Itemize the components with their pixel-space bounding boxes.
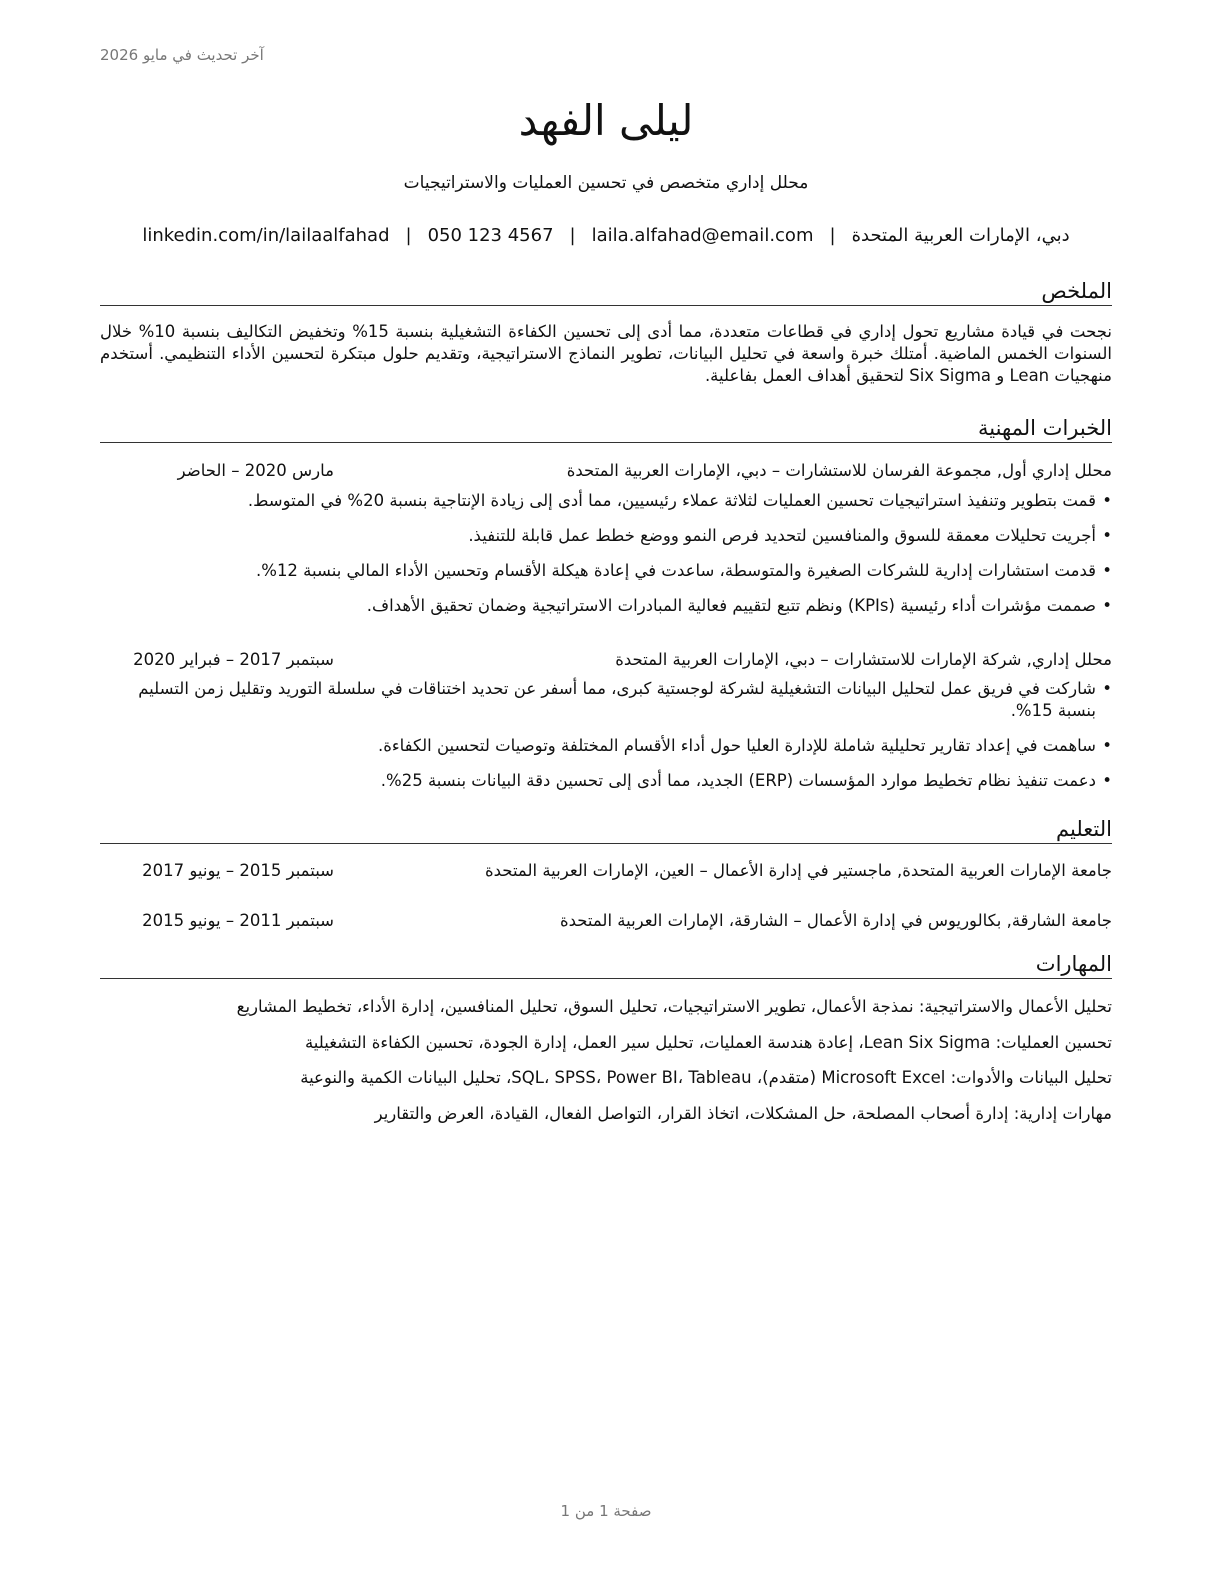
education-title: التعليم xyxy=(100,816,1112,844)
job-2-role: محلل إداري, شركة الإمارات للاستشارات – دبي، الإمارات العربية المتحدة xyxy=(615,650,1112,669)
list-item: • قمت بتطوير وتنفيذ استراتيجيات تحسين العمليات لثلاثة عملاء رئيسيين، مما أدى إلى زيادة الإنتاجية بنسبة 20% في المتوسط. xyxy=(100,490,1112,512)
list-item: • أجريت تحليلات معمقة للسوق والمنافسين لتحديد فرص النمو ووضع خطط عمل قابلة للتنفيذ. xyxy=(100,525,1112,547)
list-item: • قدمت استشارات إدارية للشركات الصغيرة والمتوسطة، ساعدت في إعادة هيكلة الأقسام وتحسين الأداء المالي بنسبة 12%. xyxy=(100,560,1112,582)
contact-email[interactable]: laila.alfahad@email.com xyxy=(591,225,814,246)
job-2-header xyxy=(100,649,1112,671)
summary-title: الملخص xyxy=(100,278,1112,306)
education-2-line: جامعة الشارقة, بكالوريوس في إدارة الأعمال – الشارقة، الإمارات العربية المتحدة xyxy=(559,911,1112,930)
list-item: • صممت مؤشرات أداء رئيسية (KPIs) ونظم تتبع لتقييم فعالية المبادرات الاستراتيجية وضمان تحقيق الأهداف. xyxy=(100,595,1112,617)
page-number: صفحة 1 من 1 xyxy=(560,1502,652,1520)
list-item: تحسين العمليات: Lean Six Sigma، إعادة هندسة العمليات، تحليل سير العمل، إدارة الجودة، تحسين الكفاءة التشغيلية xyxy=(304,1032,1112,1052)
contact-linkedin[interactable]: linkedin.com/in/lailaalfahad xyxy=(142,225,390,246)
education-item-1 xyxy=(100,860,1112,882)
resume-page xyxy=(100,0,1112,1584)
job-2-bullets xyxy=(100,678,1112,805)
skills-list xyxy=(100,996,1112,1138)
contact-phone: 050 123 4567 xyxy=(427,225,554,246)
list-item: تحليل الأعمال والاستراتيجية: نمذجة الأعمال، تطوير الاستراتيجيات، تحليل السوق، تحليل المنافسين، إدارة الأداء، تخطيط المشاريع xyxy=(236,997,1112,1016)
list-item: • ساهمت في إعداد تقارير تحليلية شاملة للإدارة العليا حول أداء الأقسام المختلفة وتوصيات لتحسين الكفاءة. xyxy=(100,735,1112,757)
list-item: • دعمت تنفيذ نظام تخطيط موارد المؤسسات (ERP) الجديد، مما أدى إلى تحسين دقة البيانات بنسبة 25%. xyxy=(100,770,1112,792)
job-1-role: محلل إداري أول, مجموعة الفرسان للاستشارات – دبي، الإمارات العربية المتحدة xyxy=(566,461,1112,480)
contact-separator: | xyxy=(569,225,576,246)
job-1-header xyxy=(100,460,1112,482)
contact-separator: | xyxy=(829,225,836,246)
job-1-bullets xyxy=(100,490,1112,630)
headline: محلل إداري متخصص في تحسين العمليات والاستراتيجيات xyxy=(403,173,809,193)
skills-title: المهارات xyxy=(100,951,1112,979)
contact-location: دبي، الإمارات العربية المتحدة xyxy=(851,225,1070,246)
education-2-dates: سبتمبر 2011 – يونيو 2015 xyxy=(142,911,334,930)
last-updated: آخر تحديث في مايو 2026 xyxy=(100,46,264,64)
list-item: • شاركت في فريق عمل لتحليل البيانات التشغيلية لشركة لوجستية كبرى، مما أسفر عن تحديد اختناقات في سلسلة التوريد وتقليل زمن التسليم بنسبة 15%. xyxy=(100,678,1112,722)
education-1-dates: سبتمبر 2015 – يونيو 2017 xyxy=(142,861,334,880)
contact-separator: | xyxy=(405,225,412,246)
summary-text: نجحت في قيادة مشاريع تحول إداري في قطاعات متعددة، مما أدى إلى تحسين الكفاءة التشغيلية بنسبة 15% وتخفيض التكاليف بنسبة 10% خلال السنوات الخمس الماضية. أمتلك خبرة واسعة في تحليل البيانات، تطوير النماذج الاستراتيجية، وتقديم حلول مبتكرة لتحسين الأداء التنظيمي. أستخدم منهجيات Lean و Six Sigma لتحقيق أهداف العمل بفاعلية. xyxy=(100,322,1112,385)
job-2-dates: سبتمبر 2017 – فبراير 2020 xyxy=(133,650,334,669)
job-1-dates: مارس 2020 – الحاضر xyxy=(177,461,334,480)
education-1-line: جامعة الإمارات العربية المتحدة, ماجستير في إدارة الأعمال – العين، الإمارات العربية المتحدة xyxy=(485,861,1112,880)
candidate-name: ليلى الفهد xyxy=(518,96,694,145)
list-item: تحليل البيانات والأدوات: Microsoft Excel (متقدم)، SQL، SPSS، Power BI، Tableau، تحليل البيانات الكمية والنوعية xyxy=(300,1068,1112,1087)
experience-title: الخبرات المهنية xyxy=(100,415,1112,443)
list-item: مهارات إدارية: إدارة أصحاب المصلحة، حل المشكلات، اتخاذ القرار، التواصل الفعال، القيادة، العرض والتقارير xyxy=(374,1103,1112,1123)
education-item-2 xyxy=(100,910,1112,932)
contact-line xyxy=(100,224,1112,248)
